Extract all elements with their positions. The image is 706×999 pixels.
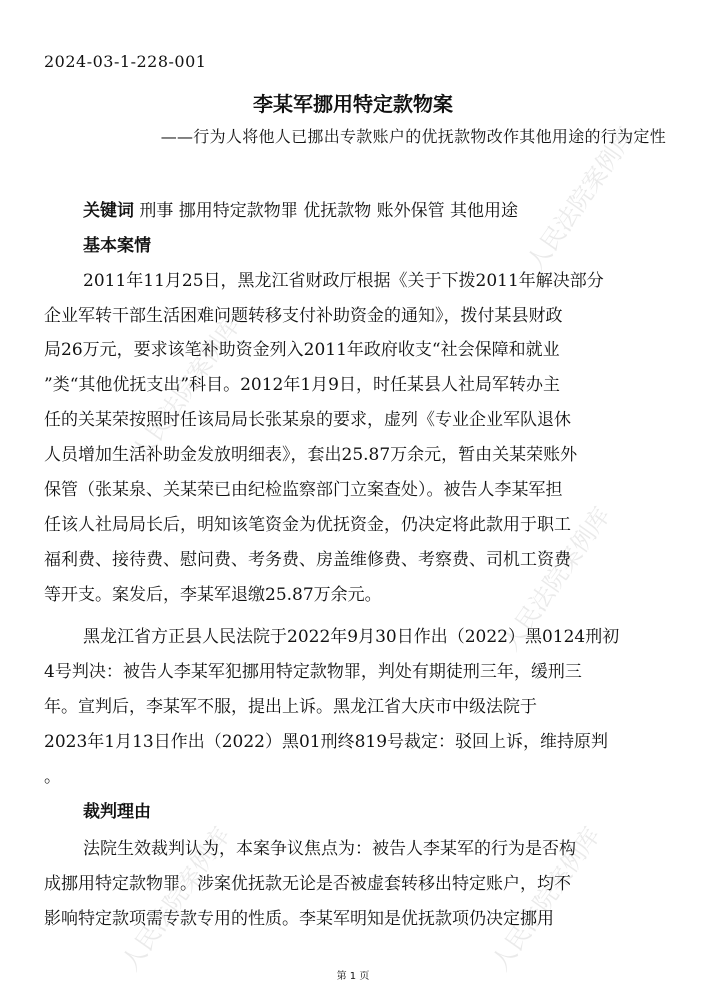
section-heading-basic-facts: 基本案情 bbox=[83, 236, 151, 256]
watermark: 人民法院案例库 bbox=[126, 312, 246, 466]
page-number: 第 1 页 bbox=[336, 971, 370, 982]
text-line: 年。宣判后，李某军不服，提出上诉。黑龙江省大庆市中级法院于 bbox=[44, 697, 537, 717]
text-line: 2011年11月25日，黑龙江省财政厅根据《关于下拨2011年解决部分 bbox=[83, 271, 604, 291]
text-line: 保管（张某泉、关某荣已由纪检监察部门立案查处）。被告人李某军担 bbox=[44, 480, 563, 500]
text-line: 2023年1月13日作出（2022）黑01刑终819号裁定：驳回上诉，维持原判 bbox=[44, 732, 609, 752]
text-line: 黑龙江省方正县人民法院于2022年9月30日作出（2022）黑0124刑初 bbox=[83, 627, 620, 647]
document-id: 2024-03-1-228-001 bbox=[44, 52, 207, 71]
text-line: 法院生效裁判认为，本案争议焦点为：被告人李某军的行为是否构 bbox=[83, 839, 576, 859]
text-line: 任的关某荣按照时任该局局长张某泉的要求，虚列《专业企业军队退休 bbox=[44, 410, 571, 430]
keywords-line bbox=[83, 196, 518, 221]
text-line: 。 bbox=[44, 767, 61, 787]
keywords-label: 关键词 bbox=[83, 201, 134, 221]
text-line: 成挪用特定款物罪。涉案优抚款无论是否被虚套转移出特定账户，均不 bbox=[44, 874, 571, 894]
watermark: 人民法院案例库 bbox=[116, 822, 236, 976]
text-line: 任该人社局局长后，明知该笔资金为优抚资金，仍决定将此款用于职工 bbox=[44, 515, 571, 535]
text-line: 影响特定款项需专款专用的性质。李某军明知是优抚款项仍决定挪用 bbox=[44, 909, 554, 929]
text-line: 人员增加生活补助金发放明细表》，套出25.87万余元，暂由关某荣账外 bbox=[44, 445, 578, 465]
section-heading-reasoning: 裁判理由 bbox=[83, 802, 151, 822]
text-line: 4号判决：被告人李某军犯挪用特定款物罪，判处有期徒刑三年，缓刑三 bbox=[44, 662, 582, 682]
case-title: 李某军挪用特定款物案 bbox=[253, 92, 453, 116]
watermark: 人民法院案例库 bbox=[486, 822, 606, 976]
text-line: 等开支。案发后，李某军退缴25.87万余元。 bbox=[44, 585, 382, 605]
case-subtitle: ——行为人将他人已挪出专款账户的优抚款物改作其他用途的行为定性 bbox=[160, 127, 666, 146]
watermark: 人民法院案例库 bbox=[496, 502, 616, 656]
text-line: 福利费、接待费、慰问费、考务费、房盖维修费、考察费、司机工资费 bbox=[44, 550, 571, 570]
watermark: 人民法院案例库 bbox=[521, 122, 641, 276]
text-line: 企业军转干部生活困难问题转移支付补助资金的通知》，拨付某县财政 bbox=[44, 306, 563, 326]
keywords-terms: 刑事 挪用特定款物罪 优抚款物 账外保管 其他用途 bbox=[139, 201, 519, 221]
text-line: ”类“其他优抚支出”科目。2012年1月9日，时任某县人社局军转办主 bbox=[44, 375, 560, 395]
text-line: 局26万元，要求该笔补助资金列入2011年政府收支“社会保障和就业 bbox=[44, 340, 560, 360]
